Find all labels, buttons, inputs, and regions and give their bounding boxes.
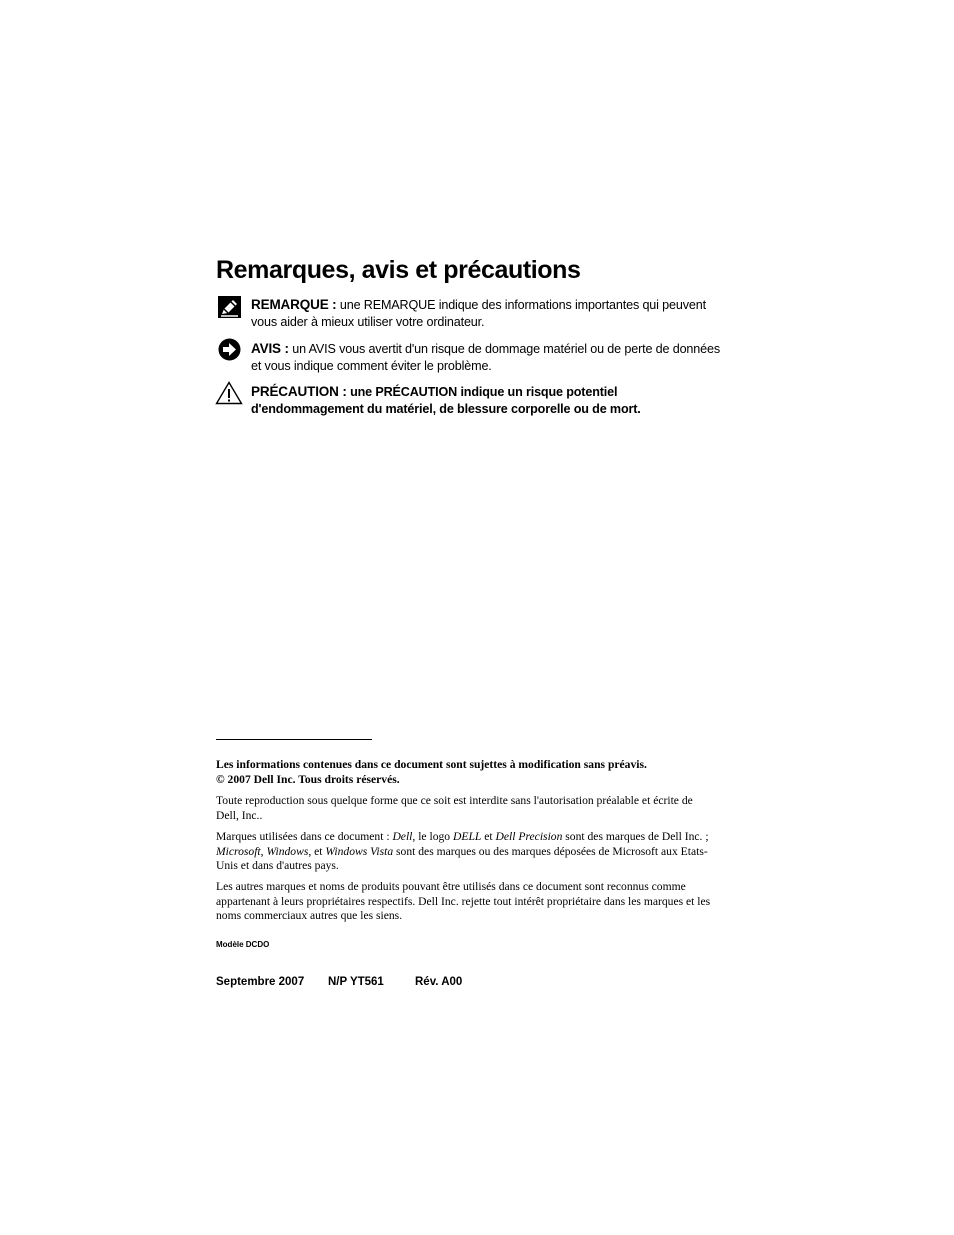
trademarks-text-4: sont des marques de Dell Inc. ; bbox=[562, 830, 709, 843]
footnote-divider bbox=[216, 739, 372, 740]
warning-triangle-icon bbox=[215, 381, 243, 405]
trademarks-text-7: sont des marques ou des marques déposées de Microsoft aux Etats-Unis et dans d'autres pays. bbox=[216, 844, 708, 872]
avis-label: AVIS : bbox=[251, 341, 289, 356]
footer-revision: Rév. A00 bbox=[415, 976, 463, 988]
remarque-note bbox=[251, 296, 726, 331]
precaution-note bbox=[251, 383, 726, 418]
trademark-dell: Dell bbox=[392, 830, 413, 843]
legal-info-block bbox=[216, 758, 716, 787]
precaution-label: PRÉCAUTION : bbox=[251, 384, 347, 399]
trademark-microsoft: Microsoft bbox=[216, 844, 261, 858]
trademarks-text-5: , bbox=[260, 844, 267, 858]
arrow-circle-icon bbox=[218, 338, 241, 361]
legal-info-line: Les informations contenues dans ce document sont sujettes à modification sans préavis. bbox=[216, 758, 647, 771]
reproduction-paragraph: Toute reproduction sous quelque forme que ce soit est interdite sans l'autorisation préalable et écrite de Dell, Inc.. bbox=[216, 794, 693, 822]
trademark-dell-precision: Dell Precision bbox=[495, 830, 563, 843]
trademarks-text-1: Marques utilisées dans ce document : bbox=[216, 830, 393, 843]
pencil-note-icon bbox=[218, 296, 241, 318]
precaution-text: une PRÉCAUTION indique un risque potentiel d'endommagement du matériel, de blessure corporelle ou de mort. bbox=[251, 385, 641, 416]
trademark-dell-logo: DELL bbox=[452, 830, 482, 843]
remarque-text: une REMARQUE indique des informations importantes qui peuvent vous aider à mieux utiliser votre ordinateur. bbox=[251, 298, 706, 329]
trademarks-text-2: , le logo bbox=[412, 830, 453, 843]
other-marks-paragraph: Les autres marques et noms de produits pouvant être utilisés dans ce document sont reconnus comme appartenant à leurs propriétaires respectifs. Dell Inc. rejette tout intérêt propriétaire dans les marques et les noms commerciaux autres que les siens. bbox=[216, 880, 711, 922]
trademark-windows-vista: Windows Vista bbox=[325, 844, 394, 858]
remarque-label: REMARQUE : bbox=[251, 297, 337, 312]
copyright-line: © 2007 Dell Inc. Tous droits réservés. bbox=[216, 772, 400, 786]
page-title: Remarques, avis et précautions bbox=[216, 256, 581, 284]
trademarks-paragraph bbox=[216, 830, 716, 874]
trademark-windows: Windows bbox=[266, 844, 309, 858]
model-number: Modèle DCDO bbox=[216, 940, 270, 949]
footer-date: Septembre 2007 bbox=[216, 976, 305, 988]
trademarks-text-6: , et bbox=[308, 844, 326, 858]
avis-note bbox=[251, 340, 726, 375]
trademarks-text-3: et bbox=[481, 830, 496, 843]
avis-text: un AVIS vous avertit d'un risque de dommage matériel ou de perte de données et vous indique comment éviter le problème. bbox=[251, 342, 720, 373]
footer-part-number: N/P YT561 bbox=[328, 976, 384, 988]
